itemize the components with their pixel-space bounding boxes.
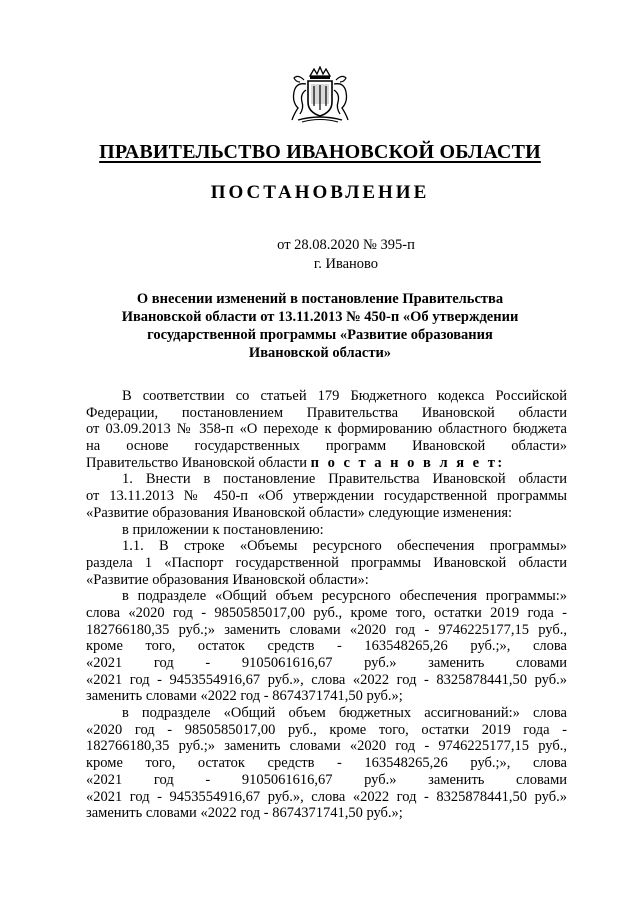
resolves-word: п о с т а н о в л я е т <box>310 454 498 471</box>
body-line: 1.1. В строке «Объемы ресурсного обеспечения программы» <box>122 538 567 555</box>
body-line: от 13.11.2013 № 450-п «Об утверждении государственной программы <box>86 488 567 505</box>
title-line: государственной программы «Развитие образования <box>147 327 493 343</box>
body-line: 182766180,35 руб.;» заменить словами «2020 год - 9746225177,15 руб., <box>86 621 567 638</box>
body-line: В соответствии со статьей 179 Бюджетного кодекса Российской <box>122 388 567 404</box>
document-title <box>60 290 580 362</box>
body-line: «2021 год - 9453554916,67 руб.», слова «2022 год - 8325878441,50 руб.» <box>86 671 567 688</box>
body-line: Правительство Ивановской области п о с т а н о в л я е т: <box>86 454 505 471</box>
organization-name: ПРАВИТЕЛЬСТВО ИВАНОВСКОЙ ОБЛАСТИ <box>99 141 541 163</box>
title-line: О внесении изменений в постановление Правительства <box>136 291 504 307</box>
coat-of-arms-icon <box>288 66 352 124</box>
body-line: «Развитие образования Ивановской области» следующие изменения: <box>86 504 513 521</box>
body-line: кроме того, остаток средств - 163548265,26 руб.;», слова <box>86 638 567 655</box>
body-line: «2021 год - 9105061616,67 руб.» заменить словами <box>86 655 567 671</box>
document-date-number: от 28.08.2020 № 395-п <box>277 237 415 253</box>
body-line: слова «2020 год - 9850585017,00 руб., кроме того, остатки 2019 года - <box>86 604 567 621</box>
body-line: заменить словами «2022 год - 8674371741,50 руб.»; <box>86 805 403 822</box>
body-line: от 03.09.2013 № 358-п «О переходе к формированию областного бюджета <box>86 421 567 438</box>
body-line: в подразделе «Общий объем ресурсного обеспечения программы:» <box>122 588 567 605</box>
document-city: г. Иваново <box>313 256 379 272</box>
body-line: в подразделе «Общий объем бюджетных ассигнований:» слова <box>122 705 567 722</box>
body-line: «2020 год - 9850585017,00 руб., кроме того, остатки 2019 года - <box>86 721 567 738</box>
body-line: 182766180,35 руб.;» заменить словами «2020 год - 9746225177,15 руб., <box>86 738 567 755</box>
body-line: в приложении к постановлению: <box>122 521 324 538</box>
document-body <box>86 388 567 822</box>
body-line: «2021 год - 9105061616,67 руб.» заменить словами <box>86 771 567 788</box>
body-line: Федерации, постановлением Правительства Ивановской области <box>86 404 567 421</box>
body-line: заменить словами «2022 год - 8674371741,50 руб.»; <box>86 688 403 705</box>
body-line: кроме того, остаток средств - 163548265,26 руб.;», слова <box>86 755 567 772</box>
body-line: на основе государственных программ Ивановской области» <box>86 438 567 455</box>
body-line: раздела 1 «Паспорт государственной программы Ивановской области <box>86 554 567 571</box>
body-line: «2021 год - 9453554916,67 руб.», слова «2022 год - 8325878441,50 руб.» <box>86 788 567 805</box>
body-line: «Развитие образования Ивановской области»: <box>86 571 369 588</box>
title-line: Ивановской области» <box>248 345 392 361</box>
body-text: Правительство Ивановской области <box>86 454 307 471</box>
document-type: ПОСТАНОВЛЕНИЕ <box>210 182 430 203</box>
body-line: 1. Внести в постановление Правительства Ивановской области <box>122 471 567 488</box>
title-line: Ивановской области от 13.11.2013 № 450-п «Об утверждении <box>121 309 519 325</box>
